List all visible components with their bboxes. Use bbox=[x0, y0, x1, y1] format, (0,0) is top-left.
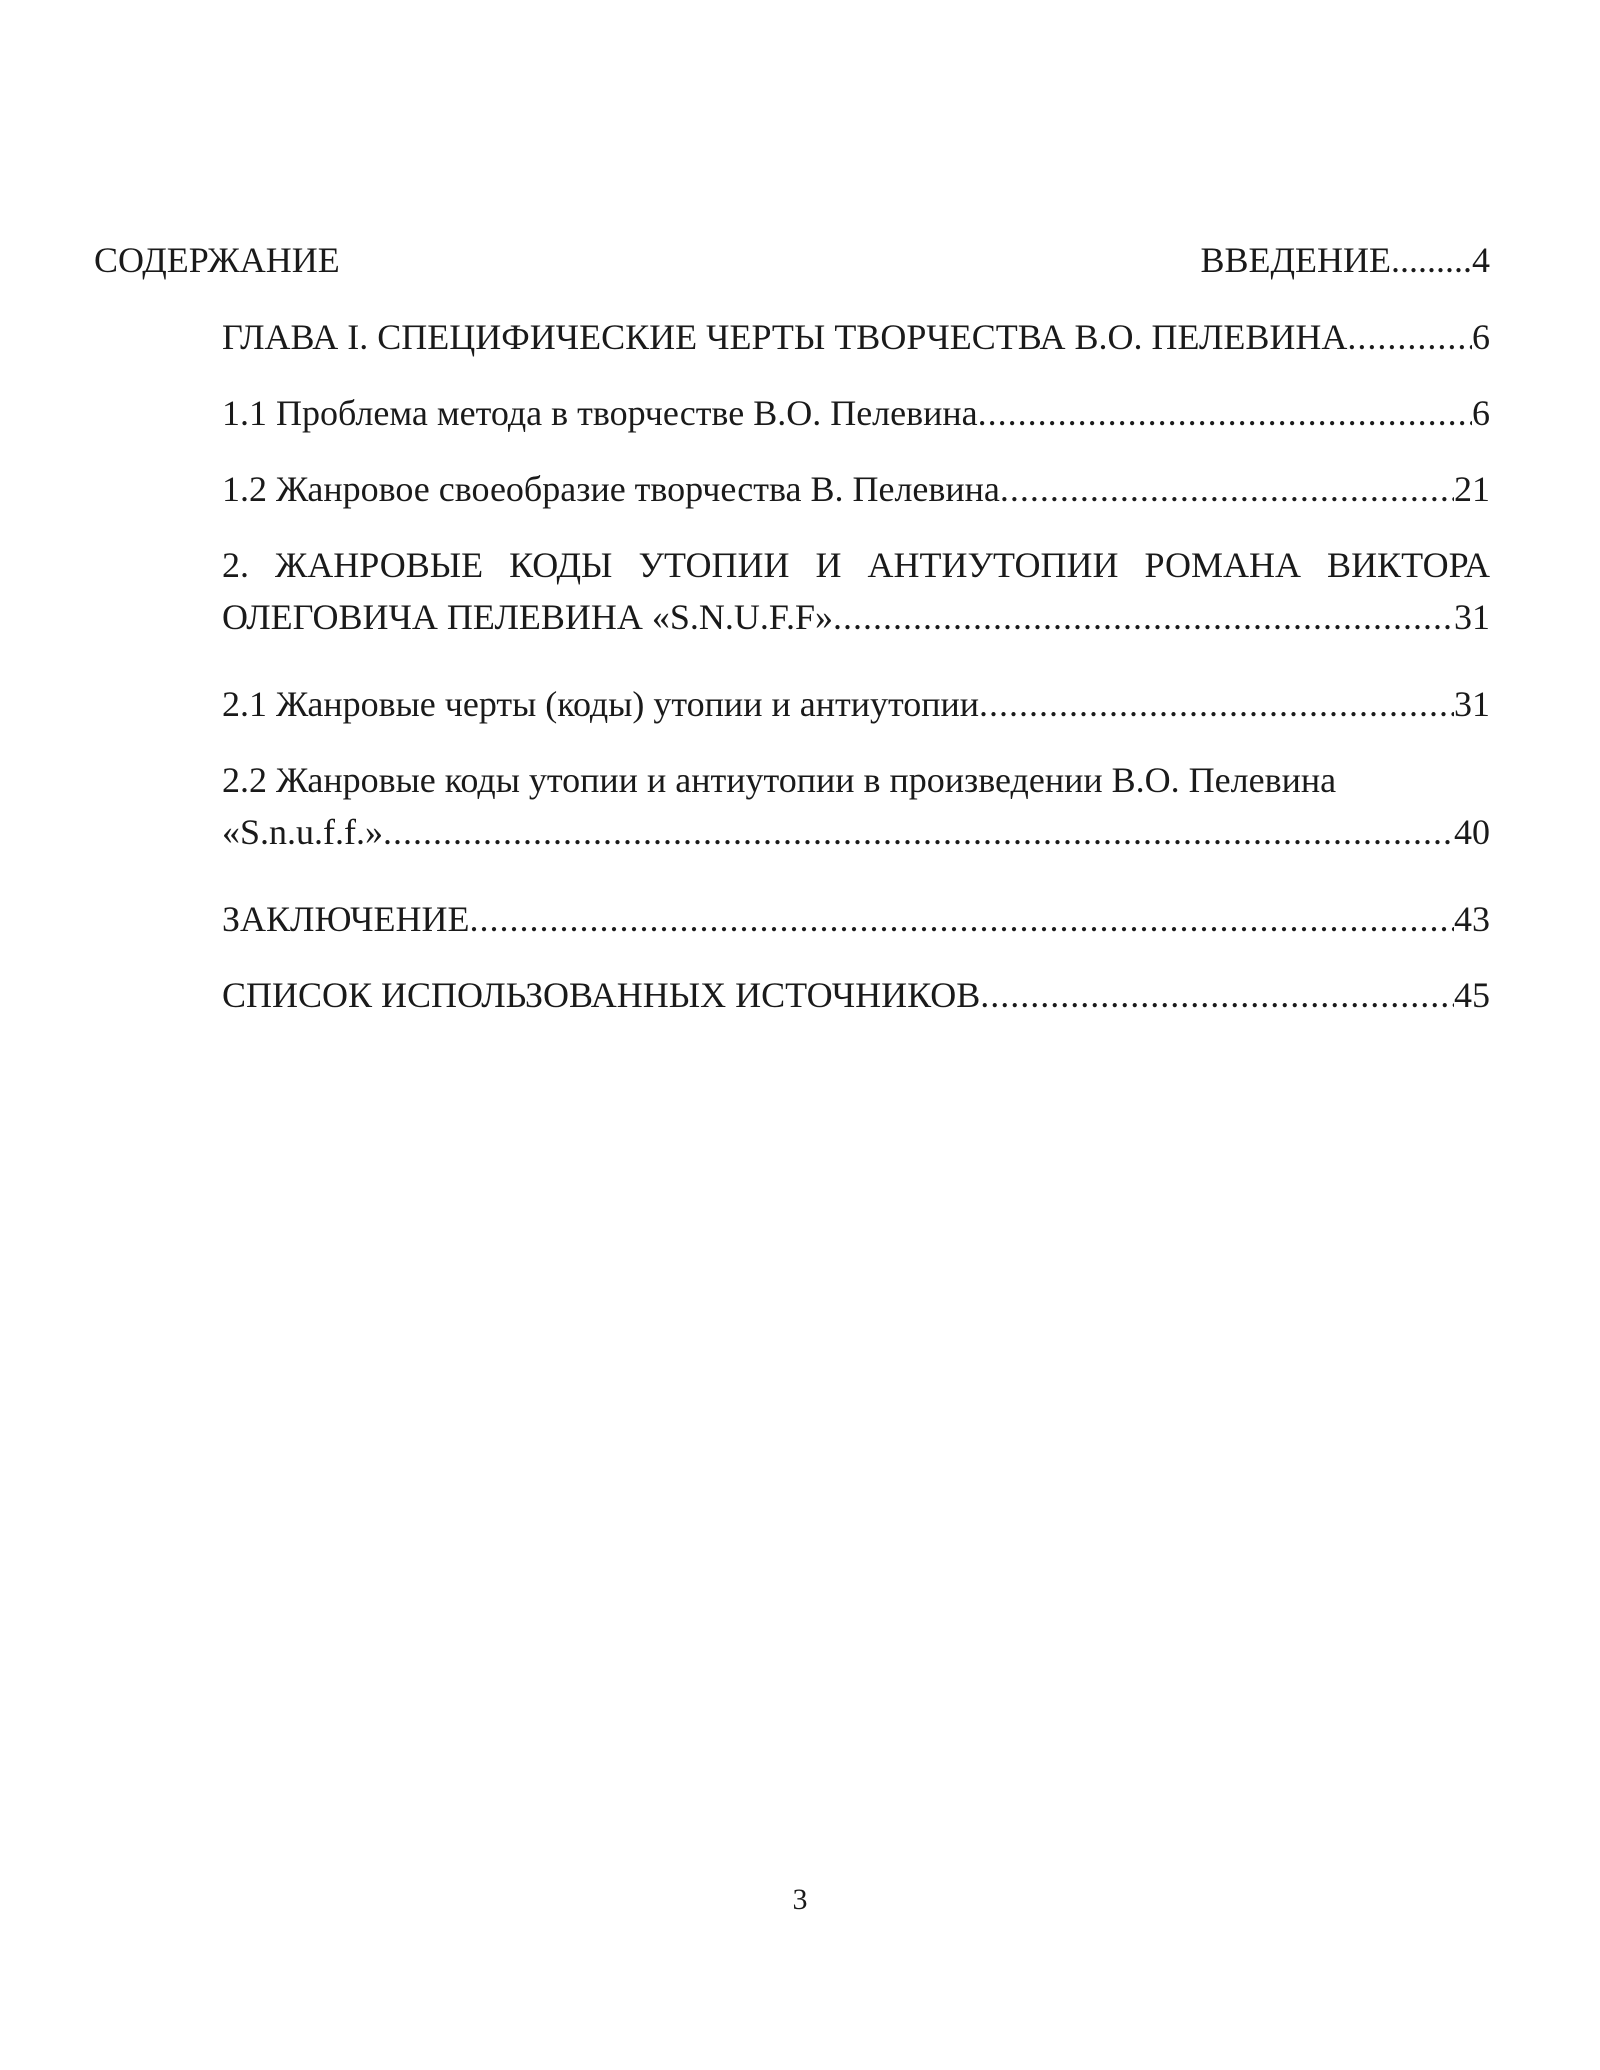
toc-entry-label: 1.1 Проблема метода в творчестве В.О. Пелевина bbox=[222, 393, 978, 433]
toc-first-line bbox=[94, 234, 1490, 286]
toc-entry-label: СПИСОК ИСПОЛЬЗОВАННЫХ ИСТОЧНИКОВ bbox=[222, 975, 981, 1015]
toc-leader bbox=[979, 678, 1454, 730]
toc-page-number: 31 bbox=[1454, 597, 1490, 637]
toc-entry-label: ЗАКЛЮЧЕНИЕ bbox=[222, 899, 470, 939]
toc-leader bbox=[469, 893, 1454, 945]
toc-leader bbox=[383, 806, 1454, 858]
toc-leader bbox=[978, 387, 1472, 439]
toc-page-number: 21 bbox=[1454, 469, 1490, 509]
toc-entry-intro[interactable] bbox=[1200, 234, 1490, 286]
toc-entry-sources[interactable] bbox=[222, 969, 1490, 1021]
toc-leader: ......... bbox=[1391, 240, 1472, 280]
toc-entry-label-line2: ОЛЕГОВИЧА ПЕЛЕВИНА «S.N.U.F.F» bbox=[222, 597, 834, 637]
toc-entry-label-line2: «S.n.u.f.f.» bbox=[222, 812, 383, 852]
toc-heading: СОДЕРЖАНИЕ bbox=[94, 240, 340, 280]
toc-entry-1-2[interactable] bbox=[222, 463, 1490, 515]
toc-page-number: 4 bbox=[1472, 240, 1490, 280]
toc-entry-label: 2.1 Жанровые черты (коды) утопии и антиутопии bbox=[222, 684, 980, 724]
toc-page-number: 6 bbox=[1472, 393, 1490, 433]
toc-page-number: 31 bbox=[1454, 684, 1490, 724]
page-number: 3 bbox=[792, 1883, 808, 1916]
toc-entry-line2 bbox=[222, 806, 1490, 858]
toc-entry-chapter-1[interactable] bbox=[222, 311, 1490, 363]
toc-entry-label-line1: 2. ЖАНРОВЫЕ КОДЫ УТОПИИ И АНТИУТОПИИ РОМАНА ВИКТОРА bbox=[222, 545, 1490, 585]
toc-entry-conclusion[interactable] bbox=[222, 893, 1490, 945]
toc-entry-2-1[interactable] bbox=[222, 678, 1490, 730]
toc-entry-label: ГЛАВА I. СПЕЦИФИЧЕСКИЕ ЧЕРТЫ ТВОРЧЕСТВА В.О. ПЕЛЕВИНА bbox=[222, 317, 1348, 357]
toc-page-number: 6 bbox=[1472, 317, 1490, 357]
toc-leader bbox=[1347, 311, 1472, 363]
toc-entry-label-line1: 2.2 Жанровые коды утопии и антиутопии в произведении В.О. Пелевина bbox=[222, 760, 1337, 800]
toc-entry-1-1[interactable] bbox=[222, 387, 1490, 439]
toc-page-number: 45 bbox=[1454, 975, 1490, 1015]
toc-entry-line2 bbox=[222, 591, 1490, 643]
toc-entry-2-2[interactable] bbox=[222, 754, 1490, 858]
toc-entry-label: ВВЕДЕНИЕ bbox=[1200, 240, 1391, 280]
toc-leader bbox=[980, 969, 1454, 1021]
toc-entry-label: 1.2 Жанровое своеобразие творчества В. Пелевина bbox=[222, 469, 1000, 509]
toc-page-number: 40 bbox=[1454, 812, 1490, 852]
toc-entry-chapter-2[interactable] bbox=[222, 539, 1490, 643]
toc-leader bbox=[1000, 463, 1454, 515]
toc-leader bbox=[833, 591, 1454, 643]
toc-page-number: 43 bbox=[1454, 899, 1490, 939]
